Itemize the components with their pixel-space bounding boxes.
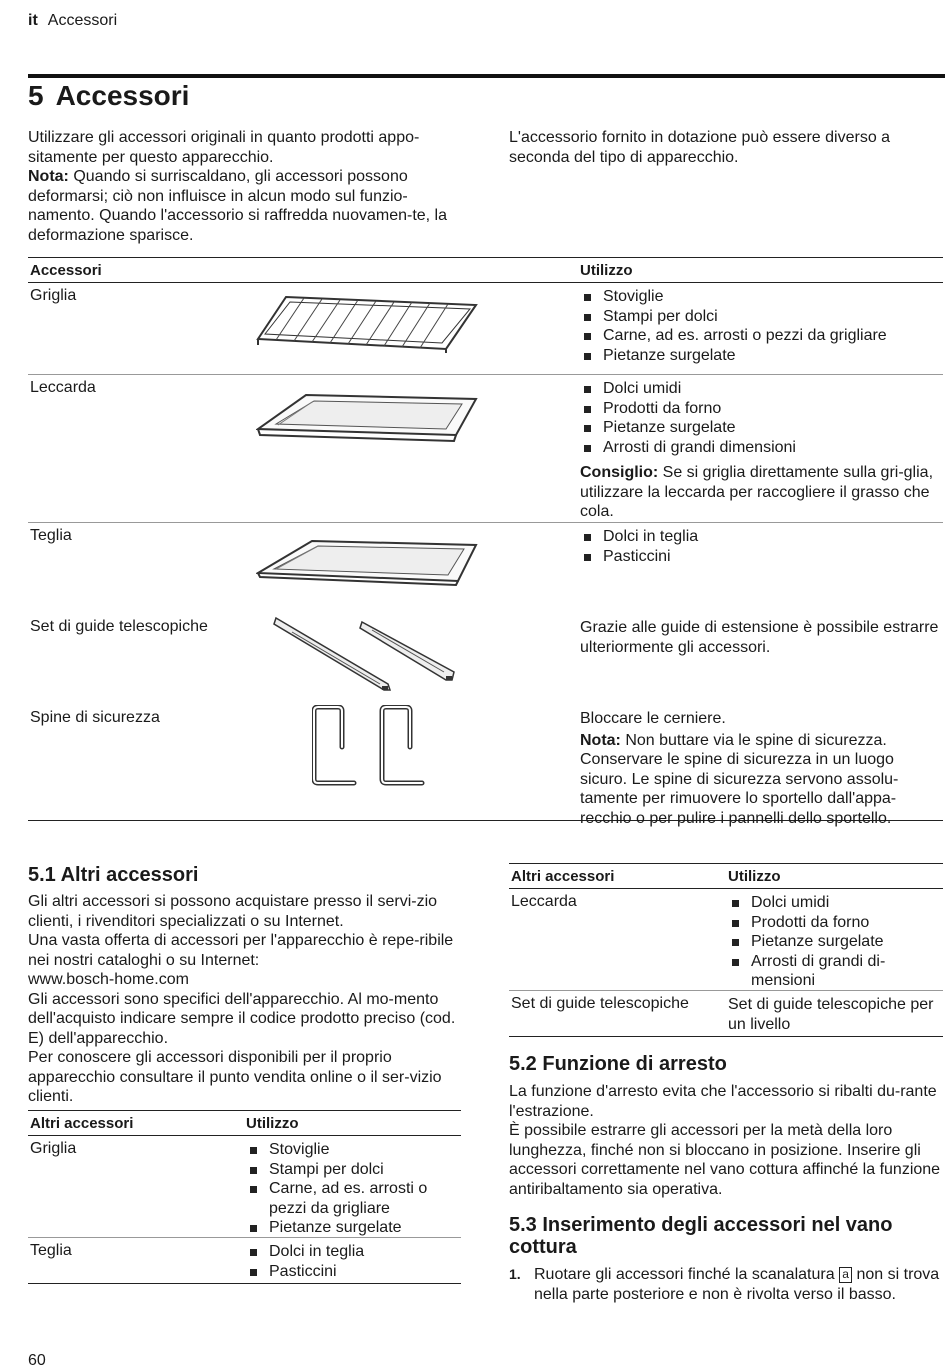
usage-text: Set di guide telescopiche per un livello [728, 996, 934, 1033]
col-header-altri-accessori: Altri accessori [511, 868, 615, 885]
wire-rack-icon [256, 291, 481, 358]
website-link[interactable]: www.bosch-home.com [28, 971, 189, 988]
note-text: Quando si surriscaldano, gli accessori possono deformarsi; ciò non influisce in alcun modo sul funzio-namento. Quando l'accessorio si raffredda nuovamen-te, la deformazione sparisce. [28, 168, 447, 244]
usage-list [580, 287, 942, 365]
table-row [28, 375, 943, 523]
list-item: Carne, ad es. arrosti o pezzi da grigliare [246, 1179, 461, 1218]
language-code: it [28, 12, 38, 29]
accessory-name: Spine di sicurezza [30, 709, 160, 726]
usage-cell [580, 527, 942, 566]
tip-label: Consiglio: [580, 464, 659, 481]
groove-marker-a: a [839, 1267, 852, 1283]
intro-paragraph: Utilizzare gli accessori originali in quanto prodotti appo-sitamente per questo apparecchio. [28, 129, 420, 166]
col-header-utilizzo: Utilizzo [728, 868, 781, 885]
usage-text: Bloccare le cerniere. [580, 710, 726, 727]
col-header-accessori: Accessori [30, 262, 102, 279]
other-accessories-table-right [509, 863, 943, 1037]
accessory-name: Griglia [30, 287, 77, 304]
section-5-1-body [28, 892, 460, 1107]
accessory-name: Teglia [30, 527, 72, 544]
accessory-name: Teglia [30, 1242, 72, 1259]
list-item: Pietanze surgelate [246, 1218, 461, 1238]
universal-pan-icon [256, 389, 481, 449]
section-heading-5-2: 5.2 Funzione di arresto [509, 1053, 727, 1075]
usage-cell [728, 893, 938, 991]
table-row [28, 614, 943, 705]
accessory-name: Set di guide telescopiche [511, 995, 689, 1012]
table-row [28, 705, 943, 827]
list-item: Dolci umidi [580, 379, 942, 399]
section-heading-5-1: 5.1 Altri accessori [28, 864, 199, 886]
other-accessories-table-left [28, 1110, 461, 1284]
paragraph: La funzione d'arresto evita che l'accessorio si ribalti du-rante l'estrazione. [509, 1083, 937, 1120]
list-item: Arrosti di grandi di-mensioni [728, 952, 938, 991]
page-title [28, 80, 189, 112]
list-item: Dolci in teglia [580, 527, 942, 547]
usage-list [246, 1242, 461, 1281]
col-header-altri-accessori: Altri accessori [30, 1115, 134, 1132]
col-header-utilizzo: Utilizzo [246, 1115, 299, 1132]
accessory-name: Set di guide telescopiche [30, 618, 208, 635]
paragraph: Gli accessori sono specifici dell'apparecchio. Al mo-mento dell'acquisto indicare sempre il codice prodotto preciso (cod. E) dell'apparecchio. [28, 990, 456, 1047]
list-item: Stoviglie [580, 287, 942, 307]
usage-cell [246, 1242, 461, 1281]
telescopic-rails-icon [272, 614, 462, 699]
section-5-2-body [509, 1082, 943, 1199]
table-row [28, 1136, 461, 1238]
accessory-name: Leccarda [511, 893, 577, 910]
paragraph: È possibile estrarre gli accessori per la metà della loro lunghezza, finché non si bloccano in posizione. Inserire gli accessori correttamente nel vano cottura affinché la funzione antiribaltamento sia operativa. [509, 1122, 941, 1198]
step-number: 1. [509, 1266, 521, 1282]
table-header [509, 863, 943, 889]
section-heading-5-3: 5.3 Inserimento degli accessori nel vano cottura [509, 1214, 893, 1258]
table-row [509, 991, 943, 1037]
table-row [28, 523, 943, 614]
table-header [28, 1110, 461, 1136]
col-header-utilizzo: Utilizzo [580, 262, 633, 279]
usage-note [580, 731, 942, 829]
list-item: Pasticcini [580, 547, 942, 567]
safety-pins-icon [312, 705, 432, 792]
intro-note [28, 167, 458, 245]
list-item: Dolci in teglia [246, 1242, 461, 1262]
table-row [509, 889, 943, 991]
list-item: Pasticcini [246, 1262, 461, 1282]
paragraph: Gli altri accessori si possono acquistare presso il servi-zio clienti, i rivenditori specializzati o su Internet. [28, 893, 438, 930]
intro-right [509, 128, 939, 167]
accessory-name: Griglia [30, 1140, 77, 1157]
table-row [28, 283, 943, 375]
accessory-name: Leccarda [30, 379, 96, 396]
list-item: Stampi per dolci [246, 1160, 461, 1180]
usage-cell [580, 379, 942, 522]
intro-left [28, 128, 458, 245]
usage-list [728, 893, 938, 991]
usage-list [246, 1140, 461, 1238]
note-label: Nota: [28, 168, 69, 185]
list-item: Stoviglie [246, 1140, 461, 1160]
usage-list [580, 379, 942, 457]
list-item: Carne, ad es. arrosti o pezzi da grigliare [580, 326, 942, 346]
usage-text: Grazie alle guide di estensione è possibile estrarre ulteriormente gli accessori. [580, 619, 939, 656]
table-row [28, 1238, 461, 1284]
list-item: Pietanze surgelate [728, 932, 938, 952]
title-rule [28, 74, 945, 78]
usage-cell [580, 618, 942, 657]
tip [580, 463, 942, 522]
list-item: Pietanze surgelate [580, 418, 942, 438]
paragraph: Una vasta offerta di accessori per l'apparecchio è repe-ribile nei nostri cataloghi o su Internet: [28, 932, 454, 969]
step-text [509, 1265, 941, 1304]
step-text-b: non si trova nella parte posteriore e non è rivolta verso il basso. [534, 1266, 940, 1303]
header-section: Accessori [47, 12, 118, 29]
list-item: Prodotti da forno [580, 399, 942, 419]
page-number: 60 [28, 1352, 46, 1369]
list-item: Prodotti da forno [728, 913, 938, 933]
step-text-a: Ruotare gli accessori finché la scanalatura [534, 1266, 840, 1283]
usage-list [580, 527, 942, 566]
intro-right-paragraph: L'accessorio fornito in dotazione può essere diverso a seconda del tipo di apparecchio. [509, 129, 891, 166]
list-item: Arrosti di grandi dimensioni [580, 438, 942, 458]
note-label: Nota: [580, 731, 621, 749]
list-item: Pietanze surgelate [580, 346, 942, 366]
usage-cell [246, 1140, 461, 1238]
accessories-table [28, 257, 943, 827]
paragraph: Per conoscere gli accessori disponibili per il proprio apparecchio consultare il punto vendita online o il ser-vizio clienti. [28, 1049, 442, 1105]
page-header [28, 12, 117, 30]
tip-text: Se si griglia direttamente sulla gri-glia, utilizzare la leccarda per raccogliere il grasso che cola. [580, 464, 934, 520]
usage-cell [580, 709, 942, 828]
note-text: Non buttare via le spine di sicurezza. Conservare le spine di sicurezza in un luogo sicuro. Le spine di sicurezza servono assolu-tamente per rimuovere lo sportello dall'appa-recchio o per pulire i pannelli dello sportello. [580, 731, 899, 827]
list-item: Dolci umidi [728, 893, 938, 913]
chapter-number: 5 [28, 80, 44, 111]
usage-cell [580, 287, 942, 365]
baking-tray-icon [256, 537, 481, 592]
chapter-title: Accessori [55, 80, 190, 111]
step-1 [509, 1265, 941, 1304]
table-header [28, 257, 943, 283]
list-item: Stampi per dolci [580, 307, 942, 327]
